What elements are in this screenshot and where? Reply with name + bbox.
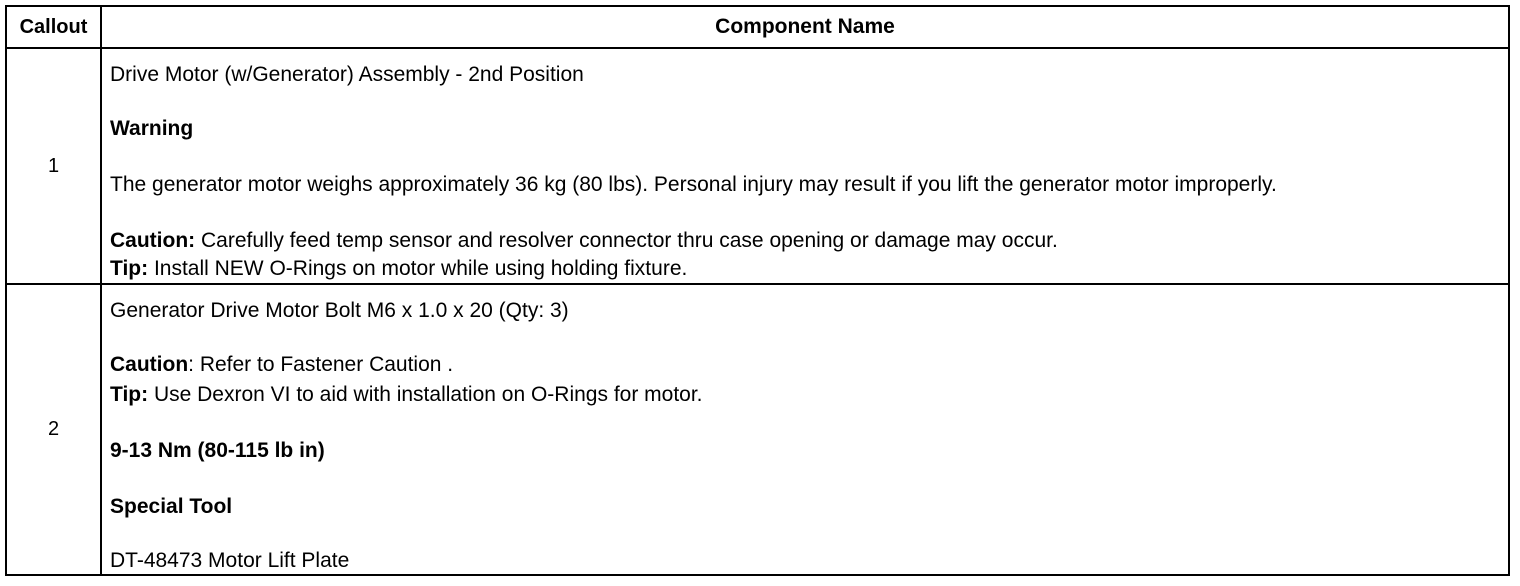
caution-line — [110, 353, 453, 377]
warning-text: The generator motor weighs approximately 36 kg (80 lbs). Personal injury may result if you lift the generator motor improperly. — [110, 173, 1277, 196]
column-header-component-name: Component Name — [715, 15, 895, 38]
caution-text: : Refer to Fastener Caution . — [188, 353, 454, 376]
tip-line — [110, 257, 687, 281]
special-tool-heading: Special Tool — [110, 495, 233, 518]
table-row — [7, 285, 1508, 574]
tip-text: Use Dexron VI to aid with installation on O-Rings for motor. — [148, 383, 703, 406]
tip-line — [110, 383, 703, 407]
component-table — [5, 5, 1510, 576]
caution-line — [110, 229, 1058, 253]
table-header-row — [7, 7, 1508, 49]
component-title: Drive Motor (w/Generator) Assembly - 2nd Position — [110, 63, 584, 86]
component-cell — [102, 285, 1508, 574]
torque-spec: 9-13 Nm (80-115 lb in) — [110, 439, 325, 462]
tip-text: Install NEW O-Rings on motor while using holding fixture. — [148, 257, 688, 280]
component-cell — [102, 49, 1508, 283]
callout-number: 2 — [7, 285, 102, 574]
callout-number: 1 — [7, 49, 102, 283]
tip-label: Tip: — [110, 383, 149, 406]
caution-text: Carefully feed temp sensor and resolver connector thru case opening or damage may occur. — [195, 229, 1058, 252]
caution-label: Caution: — [110, 229, 196, 252]
warning-heading: Warning — [110, 117, 194, 140]
column-header-callout: Callout — [7, 7, 102, 47]
caution-label: Caution — [110, 353, 189, 376]
component-title: Generator Drive Motor Bolt M6 x 1.0 x 20 (Qty: 3) — [110, 299, 569, 322]
special-tool-name: DT-48473 Motor Lift Plate — [110, 549, 350, 572]
table-row — [7, 49, 1508, 285]
tip-label: Tip: — [110, 257, 149, 280]
